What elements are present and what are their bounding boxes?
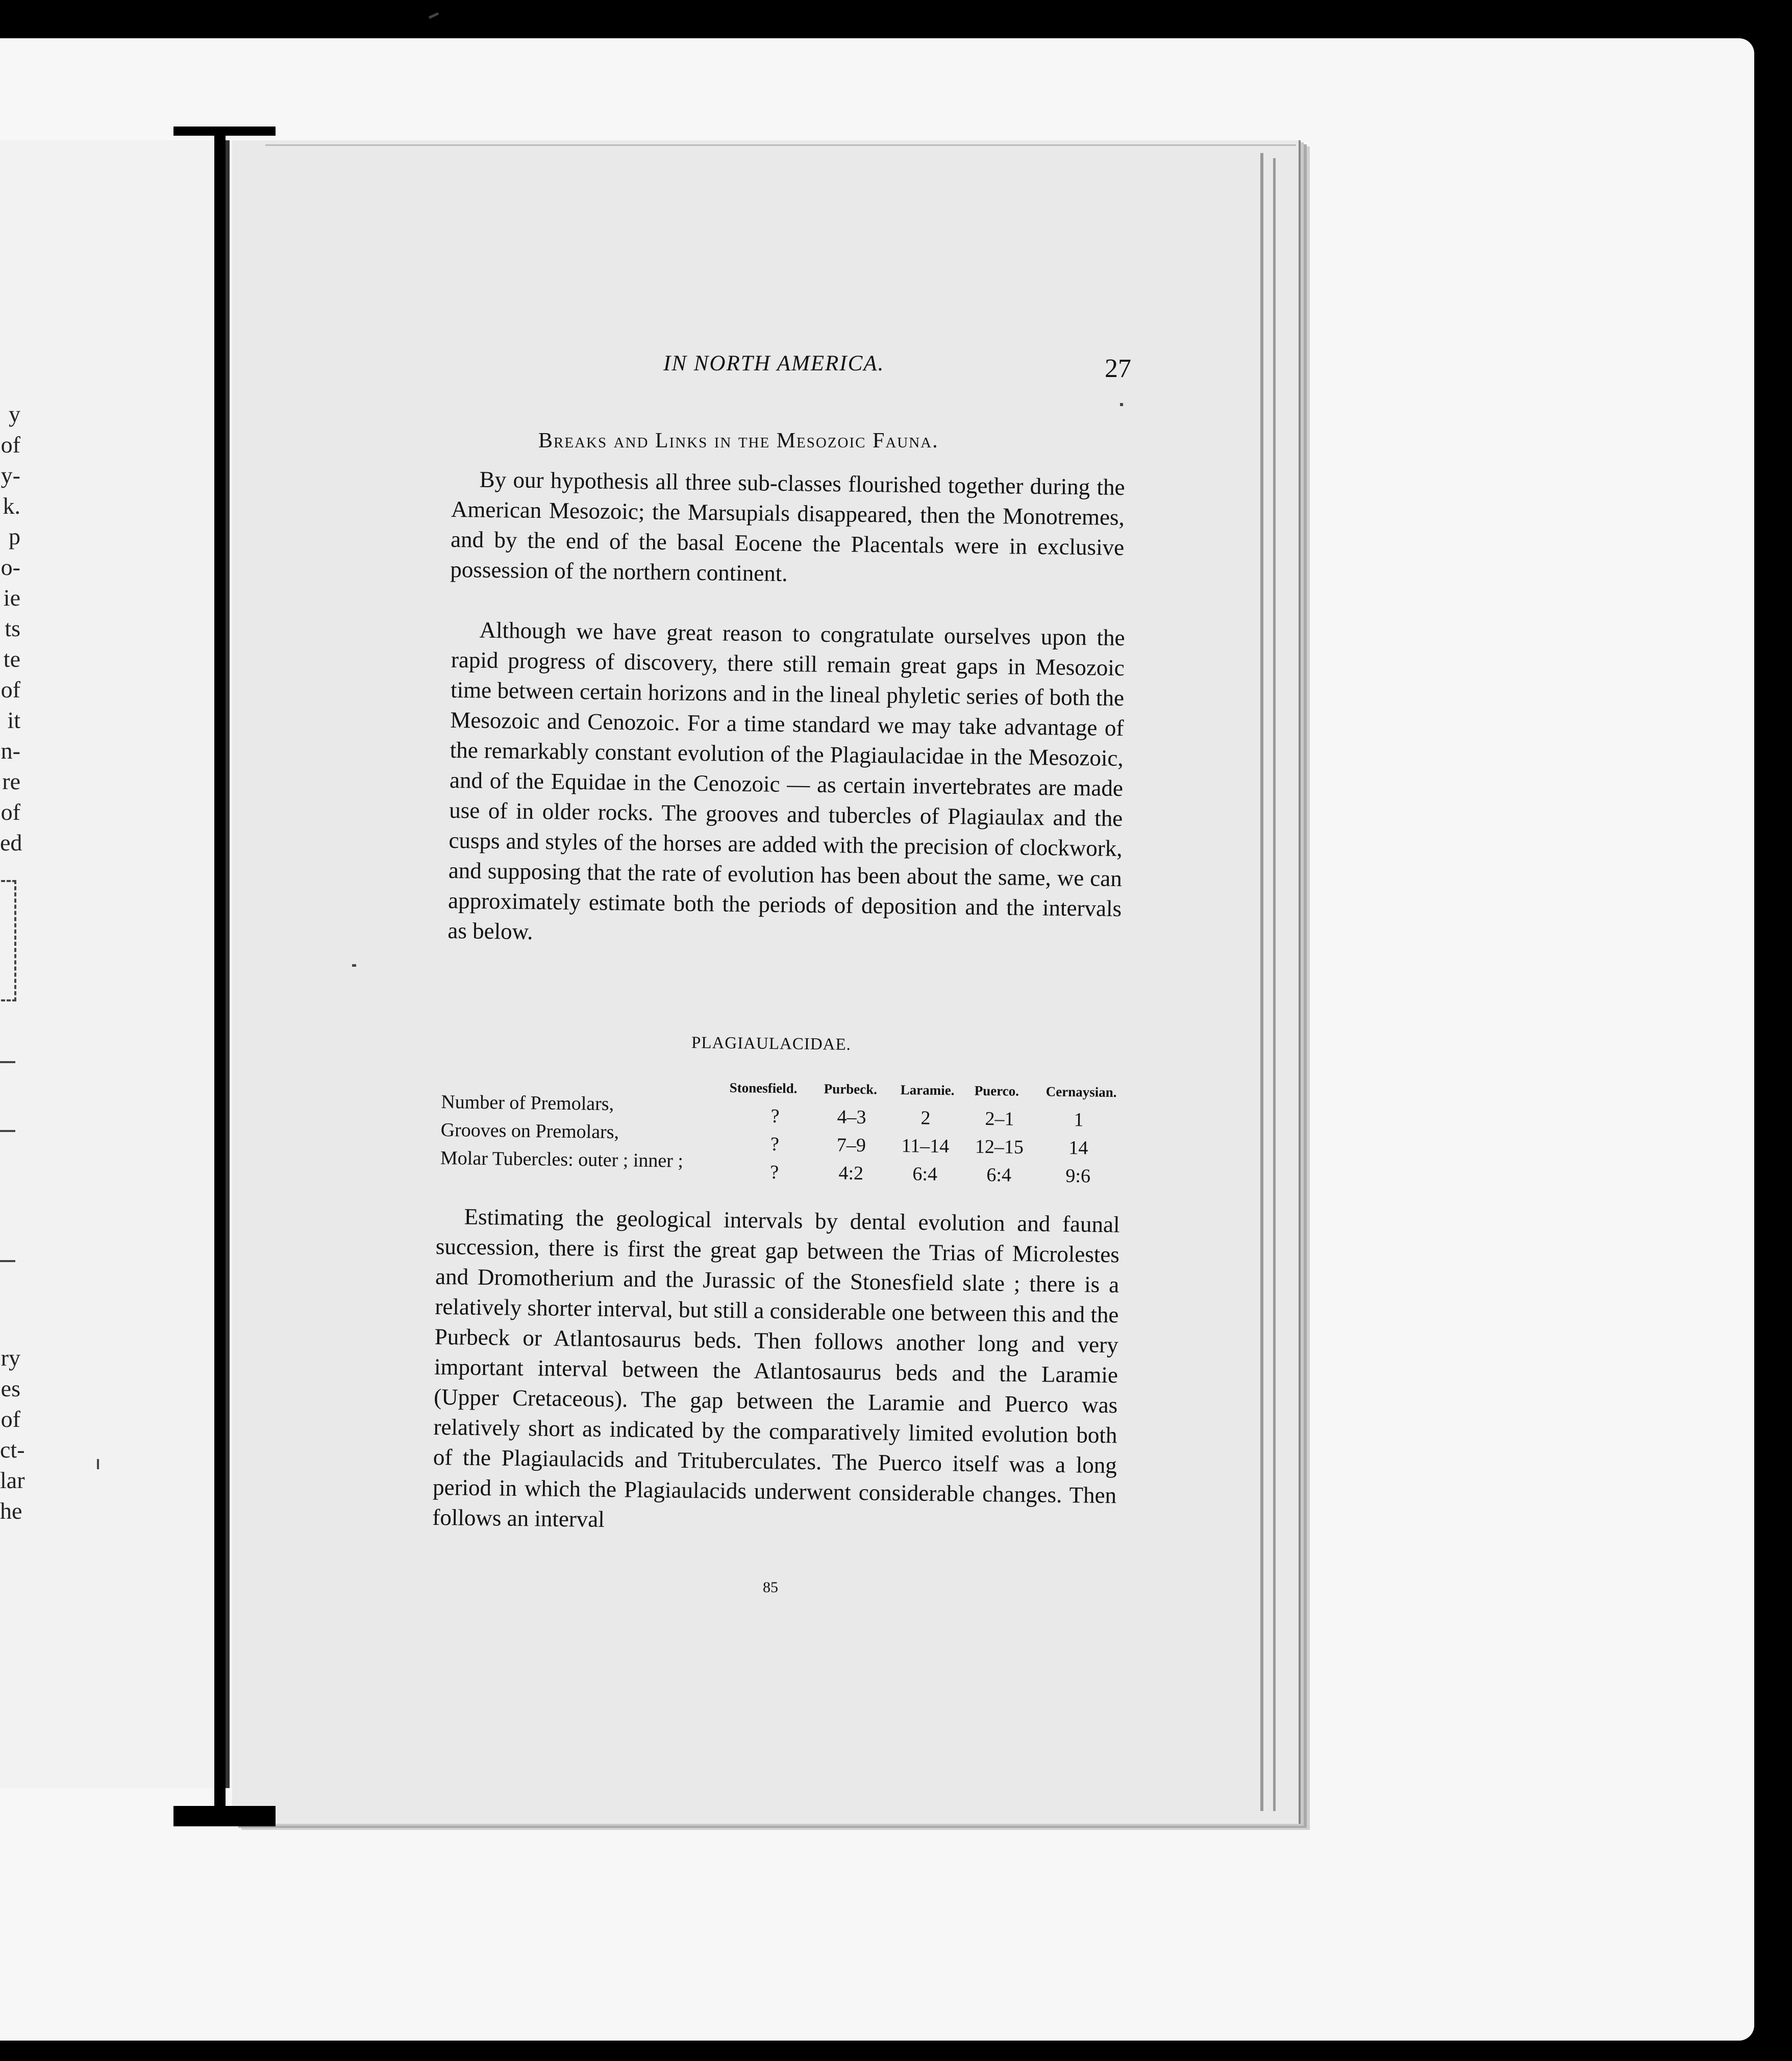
running-head: IN NORTH AMERICA. bbox=[663, 351, 885, 375]
left-text-fragment: y- bbox=[1, 462, 20, 488]
left-text-fragment: ed bbox=[0, 830, 22, 856]
table-cell: 6:4 bbox=[912, 1163, 938, 1185]
table-cell: ? bbox=[770, 1161, 779, 1184]
left-text-fragment: k. bbox=[3, 493, 20, 519]
left-text-fragment: of bbox=[1, 799, 20, 825]
table-cell: ? bbox=[770, 1133, 780, 1155]
left-page-figure-box bbox=[0, 880, 16, 1001]
left-text-fragment: ie bbox=[3, 585, 20, 611]
paragraph-1: By our hypothesis all three sub-classes flourished together during the American Mesozoic; the Marsupials disappeared, then the Monotremes, and by the end of the basal Eocene the Placentals were in exclusive possession of the northern continent. bbox=[450, 466, 1125, 587]
table-cell: 12–15 bbox=[975, 1136, 1024, 1158]
table-cell: 2 bbox=[920, 1107, 931, 1129]
scan-speck bbox=[1120, 403, 1123, 406]
page-edge-line bbox=[1273, 158, 1276, 1811]
left-text-fragment: ry bbox=[1, 1345, 20, 1371]
left-text-fragment: he bbox=[0, 1498, 22, 1524]
left-text-fragment: es bbox=[1, 1375, 20, 1401]
left-text-fragment: of bbox=[1, 676, 20, 702]
section-heading: Breaks and Links in the Mesozoic Fauna. bbox=[538, 429, 939, 453]
left-text-fragment: ct- bbox=[0, 1437, 25, 1463]
table-cell: 2–1 bbox=[985, 1108, 1014, 1130]
left-text-fragment: lar bbox=[0, 1467, 25, 1493]
paragraph-3: Estimating the geological intervals by dental evolution and faunal succession, there is first the great gap between the Trias of Microlestes and Dromotherium and the Jurassic of the Stonesfield slate ; there is a relatively shorter interval, but still a considerable one between this and the Purbeck or Atlantosaurus beds. Then follows another long and very important interval between the Atlantosaurus beds and the Laramie (Upper Cretaceous). The gap between the Laramie and Puerco was relatively short as indicated by the comparatively limited evolution both of the Plagiaulacids and Trituberculates. The Puerco itself was a long period in which the Plagiaulacids underwent considerable changes. Then follows an interval bbox=[432, 1203, 1120, 1532]
scan-speck bbox=[352, 964, 356, 967]
table-column-header: Purbeck. bbox=[824, 1081, 878, 1097]
table-cell: 9:6 bbox=[1065, 1165, 1091, 1187]
left-text-fragment: of bbox=[1, 432, 20, 458]
left-page-rule bbox=[0, 1061, 15, 1063]
binder-bar bbox=[214, 130, 226, 1824]
table-cell: 4:2 bbox=[838, 1162, 864, 1185]
binder-cap-top bbox=[173, 127, 276, 136]
left-page-rule bbox=[0, 1260, 15, 1262]
paragraph-2: Although we have great reason to congratulate ourselves upon the rapid progress of discovery, there still remain great gaps in Mesozoic time between certain horizons and in the lineal phyletic series of both the Mesozoic and Cenozoic. For a time standard we may take advantage of the remarkably constant evolution of the Plagiaulacidae in the Mesozoic, and of the Equidae in the Cenozoic — as certain invertebrates are made use of in older rocks. The grooves and tubercles of Plagiaulax and the cusps and styles of the horses are added with the precision of clockwork, and supposing that the rate of evolution has been about the same, we can approximately estimate both the periods of deposition and the intervals as below. bbox=[447, 617, 1125, 944]
table-row-label: Molar Tubercles: outer ; inner ; bbox=[440, 1147, 684, 1172]
left-text-fragment: y bbox=[9, 401, 20, 427]
table-column-header: Stonesfield. bbox=[729, 1079, 798, 1096]
left-page bbox=[0, 140, 230, 1788]
page-number: 27 bbox=[1105, 354, 1131, 383]
left-text-fragment: of bbox=[1, 1406, 20, 1432]
table-row-label: Grooves on Premolars, bbox=[440, 1119, 619, 1143]
table-cell: 11–14 bbox=[901, 1135, 950, 1158]
binder-cap-bottom bbox=[173, 1806, 276, 1826]
page-edge-line bbox=[1260, 153, 1263, 1811]
table-column-header: Laramie. bbox=[900, 1082, 955, 1098]
left-text-fragment: o- bbox=[1, 554, 20, 580]
table-cell: 14 bbox=[1068, 1137, 1088, 1159]
table-row-label: Number of Premolars, bbox=[441, 1091, 614, 1115]
table-column-header: Puerco. bbox=[974, 1083, 1019, 1099]
table-cell: 7–9 bbox=[836, 1134, 866, 1157]
table-cell: 1 bbox=[1074, 1109, 1084, 1131]
table-cell: 4–3 bbox=[837, 1106, 866, 1128]
left-text-fragment: re bbox=[2, 768, 20, 794]
scan-speck bbox=[97, 1459, 99, 1469]
page-top-edge bbox=[265, 144, 1296, 146]
table-column-header: Cernaysian. bbox=[1046, 1084, 1117, 1100]
table-cell: 6:4 bbox=[986, 1164, 1012, 1186]
left-text-fragment: te bbox=[3, 646, 20, 672]
left-text-fragment: it bbox=[7, 707, 20, 733]
scan-speck bbox=[429, 12, 439, 19]
table-title: PLAGIAULACIDAE. bbox=[691, 1034, 852, 1054]
table-cell: ? bbox=[770, 1105, 780, 1127]
right-page bbox=[232, 140, 1301, 1824]
left-page-rule bbox=[0, 1130, 15, 1132]
left-text-fragment: n- bbox=[1, 738, 20, 764]
folio-number: 85 bbox=[763, 1579, 778, 1596]
left-text-fragment: ts bbox=[5, 615, 20, 641]
left-text-fragment: p bbox=[9, 523, 20, 549]
